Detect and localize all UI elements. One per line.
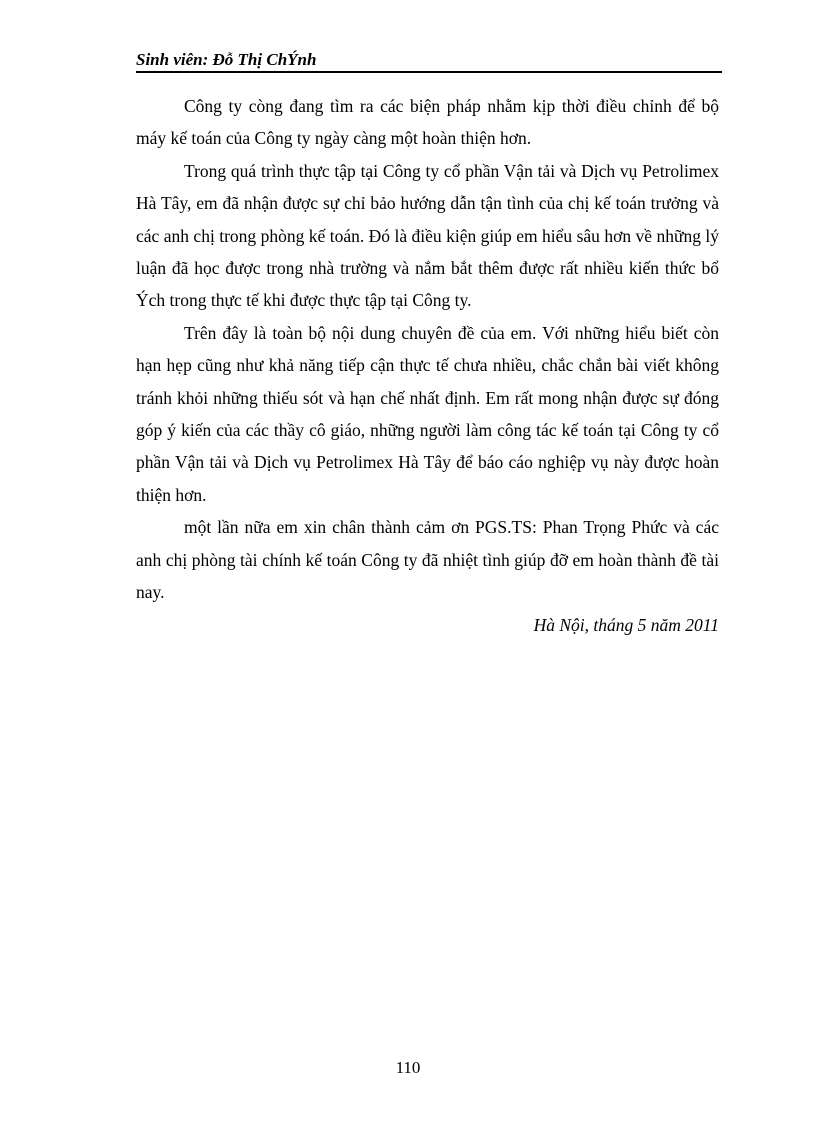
paragraph-2: Trong quá trình thực tập tại Công ty cổ phần Vận tải và Dịch vụ Petrolimex Hà Tây, em đã nhận được sự chỉ bảo hướng dẫn tận tình của chị kế toán trưởng và các anh chị trong phòng kế toán. Đó là điều kiện giúp em hiểu sâu hơn về những lý luận đã học được trong nhà trường và nắm bắt thêm được rất nhiều kiến thức bổ Ých trong thực tế khi được thực tập tại Công ty. [136,160,719,311]
page-header [136,49,722,73]
paragraph-4: một lần nữa em xin chân thành cảm ơn PGS.TS: Phan Trọng Phức và các anh chị phòng tài chính kế toán Công ty đã nhiệt tình giúp đỡ em hoàn thành đề tài nay. [136,517,719,603]
paragraph-1: Công ty còng đang tìm ra các biện pháp nhằm kịp thời điều chỉnh để bộ máy kế toán của Công ty ngày càng một hoàn thiện hơn. [136,96,719,149]
place-and-date: Hà Nội, tháng 5 năm 2011 [533,614,719,635]
page-number: 110 [395,1058,421,1077]
body-content [136,90,719,641]
student-name: Sinh viên: Đỗ Thị ChÝnh [136,50,317,69]
paragraph-3: Trên đây là toàn bộ nội dung chuyên đề của em. Với những hiểu biết còn hạn hẹp cũng như khả năng tiếp cận thực tế chưa nhiều, chắc chắn bài viết không tránh khỏi những thiếu sót và hạn chế nhất định. Em rất mong nhận được sự đóng góp ý kiến của các thầy cô giáo, những người làm công tác kế toán tại Công ty cổ phần Vận tải và Dịch vụ Petrolimex Hà Tây để báo cáo nghiệp vụ này được hoàn thiện hơn. [136,322,719,505]
